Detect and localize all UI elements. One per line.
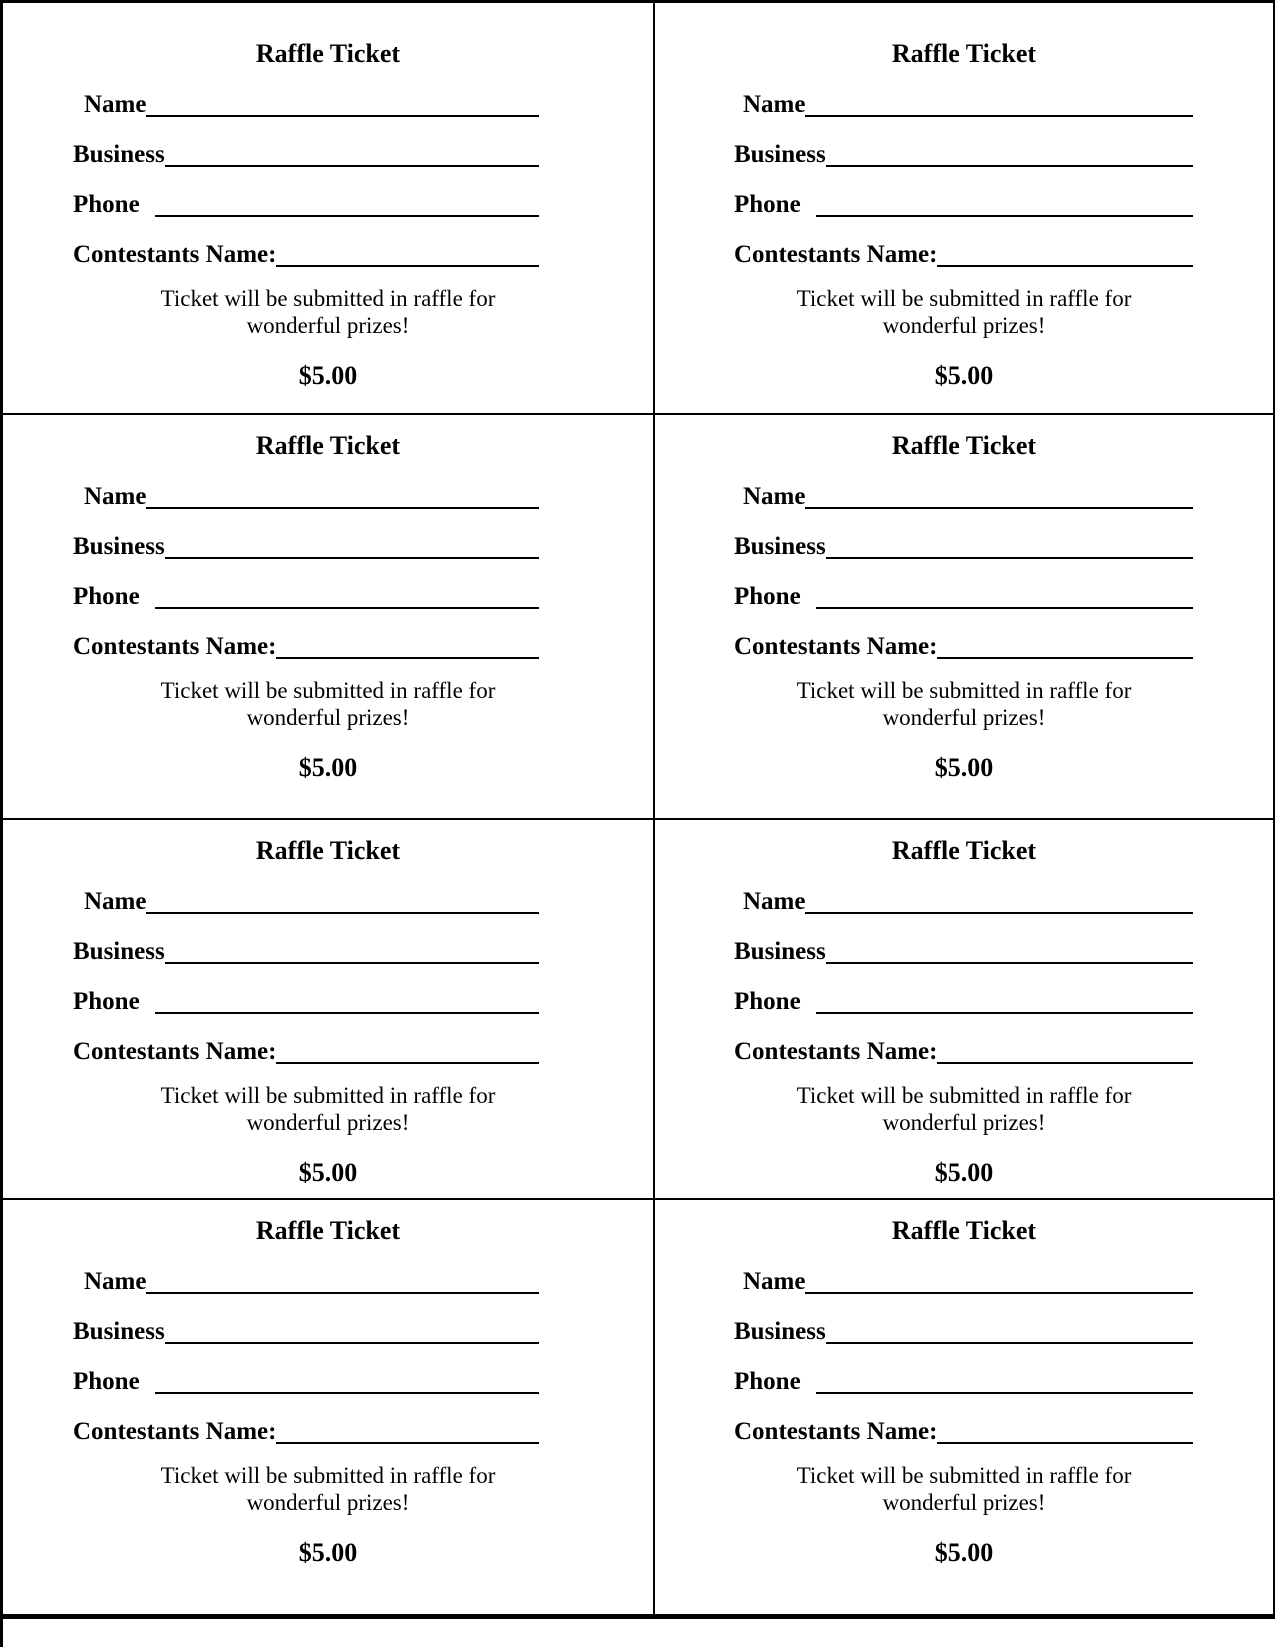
ticket-title: Raffle Ticket: [891, 39, 1037, 68]
phone-label: Phone: [73, 988, 140, 1015]
field-row-business: [734, 1315, 1193, 1349]
business-blank-line: [165, 935, 539, 964]
contestants-name-label: Contestants Name:: [734, 1418, 938, 1445]
raffle-note: [3, 285, 653, 339]
ticket-cell-r3-c2: [655, 820, 1273, 1200]
name-blank-line: [805, 88, 1193, 117]
business-label: Business: [734, 938, 826, 965]
phone-blank-line: [155, 188, 539, 217]
business-blank-line: [165, 530, 539, 559]
raffle-note: [3, 677, 653, 731]
business-blank-line: [165, 138, 539, 167]
field-row-name: [84, 885, 539, 919]
field-row-phone: [73, 1365, 539, 1399]
contestants-name-blank-line: [276, 1415, 539, 1444]
field-row-phone: [73, 985, 539, 1019]
field-row-business: [73, 138, 539, 172]
raffle-ticket: [655, 1200, 1273, 1614]
field-row-contestants-name: [734, 1415, 1193, 1449]
field-row-contestants-name: [73, 630, 539, 664]
phone-blank-line: [816, 580, 1193, 609]
contestants-name-blank-line: [276, 238, 539, 267]
raffle-note-line-1: Ticket will be submitted in raffle for: [796, 678, 1132, 703]
contestants-name-blank-line: [937, 238, 1193, 267]
phone-label: Phone: [73, 583, 140, 610]
ticket-price: $5.00: [298, 1158, 358, 1187]
raffle-ticket: [3, 820, 653, 1198]
name-label: Name: [743, 91, 806, 118]
raffle-note: [3, 1082, 653, 1136]
name-label: Name: [84, 91, 147, 118]
contestants-name-label: Contestants Name:: [73, 1038, 277, 1065]
business-label: Business: [734, 533, 826, 560]
contestants-name-blank-line: [276, 630, 539, 659]
business-label: Business: [73, 938, 165, 965]
raffle-note-line-2: wonderful prizes!: [246, 1490, 410, 1515]
raffle-ticket: [655, 415, 1273, 818]
ticket-price: $5.00: [934, 361, 994, 390]
business-blank-line: [165, 1315, 539, 1344]
field-row-business: [734, 935, 1193, 969]
name-label: Name: [84, 483, 147, 510]
field-row-contestants-name: [734, 630, 1193, 664]
raffle-note-line-2: wonderful prizes!: [882, 313, 1046, 338]
field-row-business: [73, 530, 539, 564]
field-row-phone: [73, 188, 539, 222]
phone-label: Phone: [734, 583, 801, 610]
field-row-phone: [73, 580, 539, 614]
business-blank-line: [826, 138, 1193, 167]
business-blank-line: [826, 1315, 1193, 1344]
field-row-phone: [734, 1365, 1193, 1399]
raffle-ticket: [3, 1200, 653, 1614]
contestants-name-label: Contestants Name:: [73, 633, 277, 660]
contestants-name-label: Contestants Name:: [73, 241, 277, 268]
phone-label: Phone: [73, 191, 140, 218]
ticket-cell-r1-c1: [3, 3, 655, 415]
raffle-note-line-1: Ticket will be submitted in raffle for: [160, 1463, 496, 1488]
contestants-name-label: Contestants Name:: [734, 1038, 938, 1065]
name-label: Name: [84, 888, 147, 915]
name-blank-line: [805, 885, 1193, 914]
raffle-note-line-2: wonderful prizes!: [246, 1110, 410, 1135]
field-row-business: [734, 530, 1193, 564]
ticket-cell-r2-c1: [3, 415, 655, 820]
raffle-note-line-1: Ticket will be submitted in raffle for: [796, 1463, 1132, 1488]
field-row-contestants-name: [73, 1035, 539, 1069]
business-blank-line: [826, 530, 1193, 559]
raffle-note-line-2: wonderful prizes!: [882, 1490, 1046, 1515]
ticket-price: $5.00: [298, 1538, 358, 1567]
ticket-title: Raffle Ticket: [255, 431, 401, 460]
ticket-title: Raffle Ticket: [255, 1216, 401, 1245]
phone-label: Phone: [734, 191, 801, 218]
ticket-price: $5.00: [298, 361, 358, 390]
ticket-title: Raffle Ticket: [891, 431, 1037, 460]
phone-blank-line: [155, 1365, 539, 1394]
next-page-row-stub: [0, 1619, 603, 1647]
phone-blank-line: [816, 985, 1193, 1014]
name-label: Name: [743, 1268, 806, 1295]
contestants-name-blank-line: [937, 630, 1193, 659]
raffle-note: [655, 1462, 1273, 1516]
phone-label: Phone: [73, 1368, 140, 1395]
name-blank-line: [805, 480, 1193, 509]
phone-label: Phone: [734, 1368, 801, 1395]
name-blank-line: [146, 1265, 539, 1294]
phone-blank-line: [155, 580, 539, 609]
field-row-name: [743, 885, 1193, 919]
raffle-note: [655, 1082, 1273, 1136]
ticket-title: Raffle Ticket: [255, 836, 401, 865]
raffle-note-line-1: Ticket will be submitted in raffle for: [796, 286, 1132, 311]
ticket-title: Raffle Ticket: [891, 1216, 1037, 1245]
field-row-business: [73, 1315, 539, 1349]
business-label: Business: [73, 533, 165, 560]
field-row-name: [743, 480, 1193, 514]
contestants-name-blank-line: [276, 1035, 539, 1064]
field-row-phone: [734, 188, 1193, 222]
ticket-price: $5.00: [934, 753, 994, 782]
ticket-cell-r4-c1: [3, 1200, 655, 1614]
field-row-name: [84, 88, 539, 122]
name-blank-line: [805, 1265, 1193, 1294]
field-row-name: [743, 88, 1193, 122]
raffle-note-line-1: Ticket will be submitted in raffle for: [160, 678, 496, 703]
field-row-name: [743, 1265, 1193, 1299]
field-row-phone: [734, 985, 1193, 1019]
name-blank-line: [146, 88, 539, 117]
contestants-name-label: Contestants Name:: [73, 1418, 277, 1445]
raffle-note: [655, 285, 1273, 339]
raffle-note: [3, 1462, 653, 1516]
ticket-cell-r4-c2: [655, 1200, 1273, 1614]
business-label: Business: [734, 141, 826, 168]
phone-blank-line: [155, 985, 539, 1014]
ticket-price: $5.00: [934, 1158, 994, 1187]
business-label: Business: [734, 1318, 826, 1345]
ticket-cell-r2-c2: [655, 415, 1273, 820]
field-row-name: [84, 1265, 539, 1299]
raffle-note-line-1: Ticket will be submitted in raffle for: [160, 1083, 496, 1108]
name-label: Name: [84, 1268, 147, 1295]
field-row-business: [734, 138, 1193, 172]
name-label: Name: [743, 888, 806, 915]
raffle-note-line-2: wonderful prizes!: [246, 705, 410, 730]
name-blank-line: [146, 480, 539, 509]
field-row-contestants-name: [734, 1035, 1193, 1069]
raffle-note-line-1: Ticket will be submitted in raffle for: [796, 1083, 1132, 1108]
field-row-phone: [734, 580, 1193, 614]
raffle-ticket: [3, 415, 653, 818]
field-row-name: [84, 480, 539, 514]
phone-blank-line: [816, 188, 1193, 217]
raffle-note-line-2: wonderful prizes!: [246, 313, 410, 338]
business-label: Business: [73, 1318, 165, 1345]
contestants-name-label: Contestants Name:: [734, 633, 938, 660]
phone-blank-line: [816, 1365, 1193, 1394]
name-label: Name: [743, 483, 806, 510]
raffle-ticket: [655, 820, 1273, 1198]
field-row-contestants-name: [73, 238, 539, 272]
ticket-price: $5.00: [298, 753, 358, 782]
ticket-cell-r1-c2: [655, 3, 1273, 415]
contestants-name-label: Contestants Name:: [734, 241, 938, 268]
field-row-business: [73, 935, 539, 969]
contestants-name-blank-line: [937, 1035, 1193, 1064]
phone-label: Phone: [734, 988, 801, 1015]
ticket-title: Raffle Ticket: [255, 39, 401, 68]
ticket-title: Raffle Ticket: [891, 836, 1037, 865]
raffle-note-line-2: wonderful prizes!: [882, 1110, 1046, 1135]
raffle-note: [655, 677, 1273, 731]
raffle-note-line-1: Ticket will be submitted in raffle for: [160, 286, 496, 311]
ticket-price: $5.00: [934, 1538, 994, 1567]
field-row-contestants-name: [73, 1415, 539, 1449]
field-row-contestants-name: [734, 238, 1193, 272]
raffle-ticket: [655, 3, 1273, 413]
business-label: Business: [73, 141, 165, 168]
ticket-cell-r3-c1: [3, 820, 655, 1200]
contestants-name-blank-line: [937, 1415, 1193, 1444]
raffle-note-line-2: wonderful prizes!: [882, 705, 1046, 730]
raffle-ticket: [3, 3, 653, 413]
name-blank-line: [146, 885, 539, 914]
business-blank-line: [826, 935, 1193, 964]
